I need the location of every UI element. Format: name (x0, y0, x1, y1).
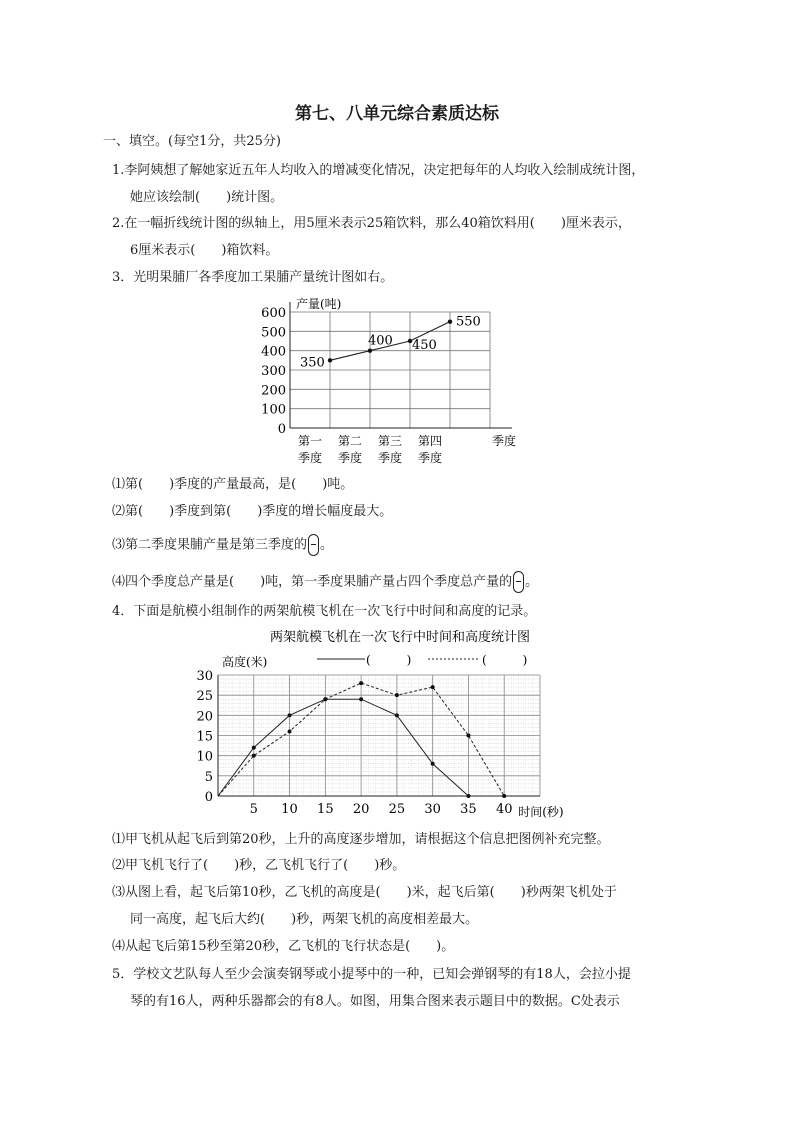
x-tick-label: 季度 (297, 451, 323, 465)
dashed-data-point (252, 754, 256, 758)
q3-intro: 3．光明果脯厂各季度加工果脯产量统计图如右。 (112, 270, 394, 285)
q4-sub4: ⑷从起飞后第15秒至第20秒，乙飞机的飞行状态是( )。 (112, 939, 455, 954)
x-tick-label: 季度 (337, 451, 363, 465)
dashed-data-point (323, 697, 327, 701)
y-tick-label: 30 (196, 669, 213, 684)
solid-data-point (288, 713, 292, 717)
q3-sub1: ⑴第( )季度的产量最高，是( )吨。 (112, 477, 354, 492)
q5-line1: 5．学校文艺队每人至少会演奏钢琴或小提琴中的一种，已知会弹钢琴的有18人，会拉小提 (112, 967, 631, 982)
x-tick-label: 15 (317, 802, 334, 817)
q4-sub1: ⑴甲飞机从起飞后到第20秒，上升的高度逐步增加，请根据这个信息把图例补充完整。 (112, 832, 610, 847)
q3-sub4-end: 。 (525, 574, 539, 590)
x-tick-label: 35 (460, 802, 477, 817)
x-tick-label: 第三 (377, 434, 403, 448)
dashed-data-point (395, 693, 399, 697)
x-tick-label: 第一 (297, 434, 323, 448)
y-tick-label: 200 (261, 383, 286, 399)
y-axis-title: 高度(米) (222, 655, 268, 669)
x-tick-label: 第二 (337, 434, 363, 448)
y-tick-label: 100 (261, 402, 286, 418)
q3-sub2: ⑵第( )季度到第( )季度的增长幅度最大。 (112, 504, 393, 519)
fraction-blank (513, 571, 524, 593)
x-tick-label: 5 (249, 802, 258, 817)
solid-data-point (431, 762, 435, 766)
solid-data-point (359, 697, 363, 701)
q1-line2: 她应该绘制( )统计图。 (130, 190, 284, 205)
x-tick-label: 30 (424, 802, 441, 817)
q3-sub4 (112, 571, 538, 593)
data-label: 450 (412, 338, 437, 353)
x-tick-label: 季度 (417, 451, 443, 465)
x-tick-label: 10 (281, 802, 298, 817)
x-tick-label: 季度 (377, 451, 403, 465)
airplane-height-chart (180, 625, 620, 825)
dashed-data-point (359, 681, 363, 685)
x-axis-title: 季度 (492, 434, 517, 448)
y-tick-label: 500 (261, 325, 286, 341)
q4-sub3-line1: ⑶从图上看，起飞后第10秒，乙飞机的高度是( )米，起飞后第( )秒两架飞机处于 (112, 885, 617, 900)
x-tick-label: 40 (495, 802, 513, 817)
x-tick-label: 20 (352, 802, 370, 817)
x-tick-label: 25 (388, 802, 406, 817)
y-tick-label: 600 (261, 306, 286, 321)
data-label: 350 (300, 355, 325, 371)
q4-sub2: ⑵甲飞机飞行了( )秒，乙飞机飞行了( )秒。 (112, 858, 406, 873)
y-tick-label: 15 (196, 729, 213, 745)
y-tick-label: 5 (204, 769, 213, 785)
y-tick-label: 300 (261, 364, 286, 379)
y-tick-label: 25 (196, 689, 213, 705)
q3-sub3-end: 。 (320, 537, 334, 553)
y-tick-label: 0 (204, 790, 213, 805)
x-axis-title: 时间(秒) (518, 805, 564, 819)
y-axis-title: 产量(吨) (296, 297, 342, 311)
y-tick-label: 20 (196, 709, 213, 725)
q3-sub3-text: ⑶第二季度果脯产量是第三季度的 (112, 537, 308, 553)
quarterly-output-chart (250, 290, 530, 470)
dashed-data-point (466, 734, 470, 738)
legend-solid-label: ( ) (366, 653, 412, 667)
q5-line2: 琴的有16人，两种乐器都会的有8人。如图，用集合图来表示题目中的数据。C处表示 (130, 994, 620, 1009)
dashed-data-point (502, 794, 506, 798)
data-label: 550 (456, 314, 481, 330)
q1-line1: 1.李阿姨想了解她家近五年人均收入的增减变化情况，决定把每年的人均收入绘制成统计图， (112, 163, 645, 178)
legend-dashed-label: ( ) (482, 653, 528, 667)
data-point (448, 319, 452, 323)
q3-sub4-text: ⑷四个季度总产量是( )吨，第一季度果脯产量占四个季度总产量的 (112, 574, 513, 590)
solid-data-point (395, 713, 399, 717)
x-tick-label: 第四 (417, 434, 443, 448)
q4-sub3-line2: 同一高度，起飞后大约( )秒，两架飞机的高度相差最大。 (130, 912, 479, 927)
dashed-data-point (288, 729, 292, 733)
y-tick-label: 0 (277, 422, 286, 437)
solid-data-point (466, 794, 470, 798)
data-point (328, 358, 332, 362)
q3-sub3 (112, 534, 333, 556)
q2-line2: 6厘米表示( )箱饮料。 (130, 243, 279, 258)
data-label: 400 (368, 333, 393, 349)
data-point (368, 348, 372, 352)
q2-line1: 2.在一幅折线统计图的纵轴上，用5厘米表示25箱饮料，那么40箱饮料用( )厘米表示， (112, 216, 631, 231)
y-tick-label: 400 (261, 344, 286, 360)
fraction-blank (308, 534, 319, 556)
q4-intro: 4．下面是航模小组制作的两架航模飞机在一次飞行中时间和高度的记录。 (112, 604, 537, 619)
dashed-data-point (431, 685, 435, 689)
page-title: 第七、八单元综合素质达标 (295, 104, 499, 124)
chart-title: 两架航模飞机在一次飞行中时间和高度统计图 (269, 630, 531, 645)
y-tick-label: 10 (196, 749, 213, 765)
solid-data-point (252, 746, 256, 750)
section-heading: 一、填空。(每空1分，共25分) (103, 134, 281, 149)
